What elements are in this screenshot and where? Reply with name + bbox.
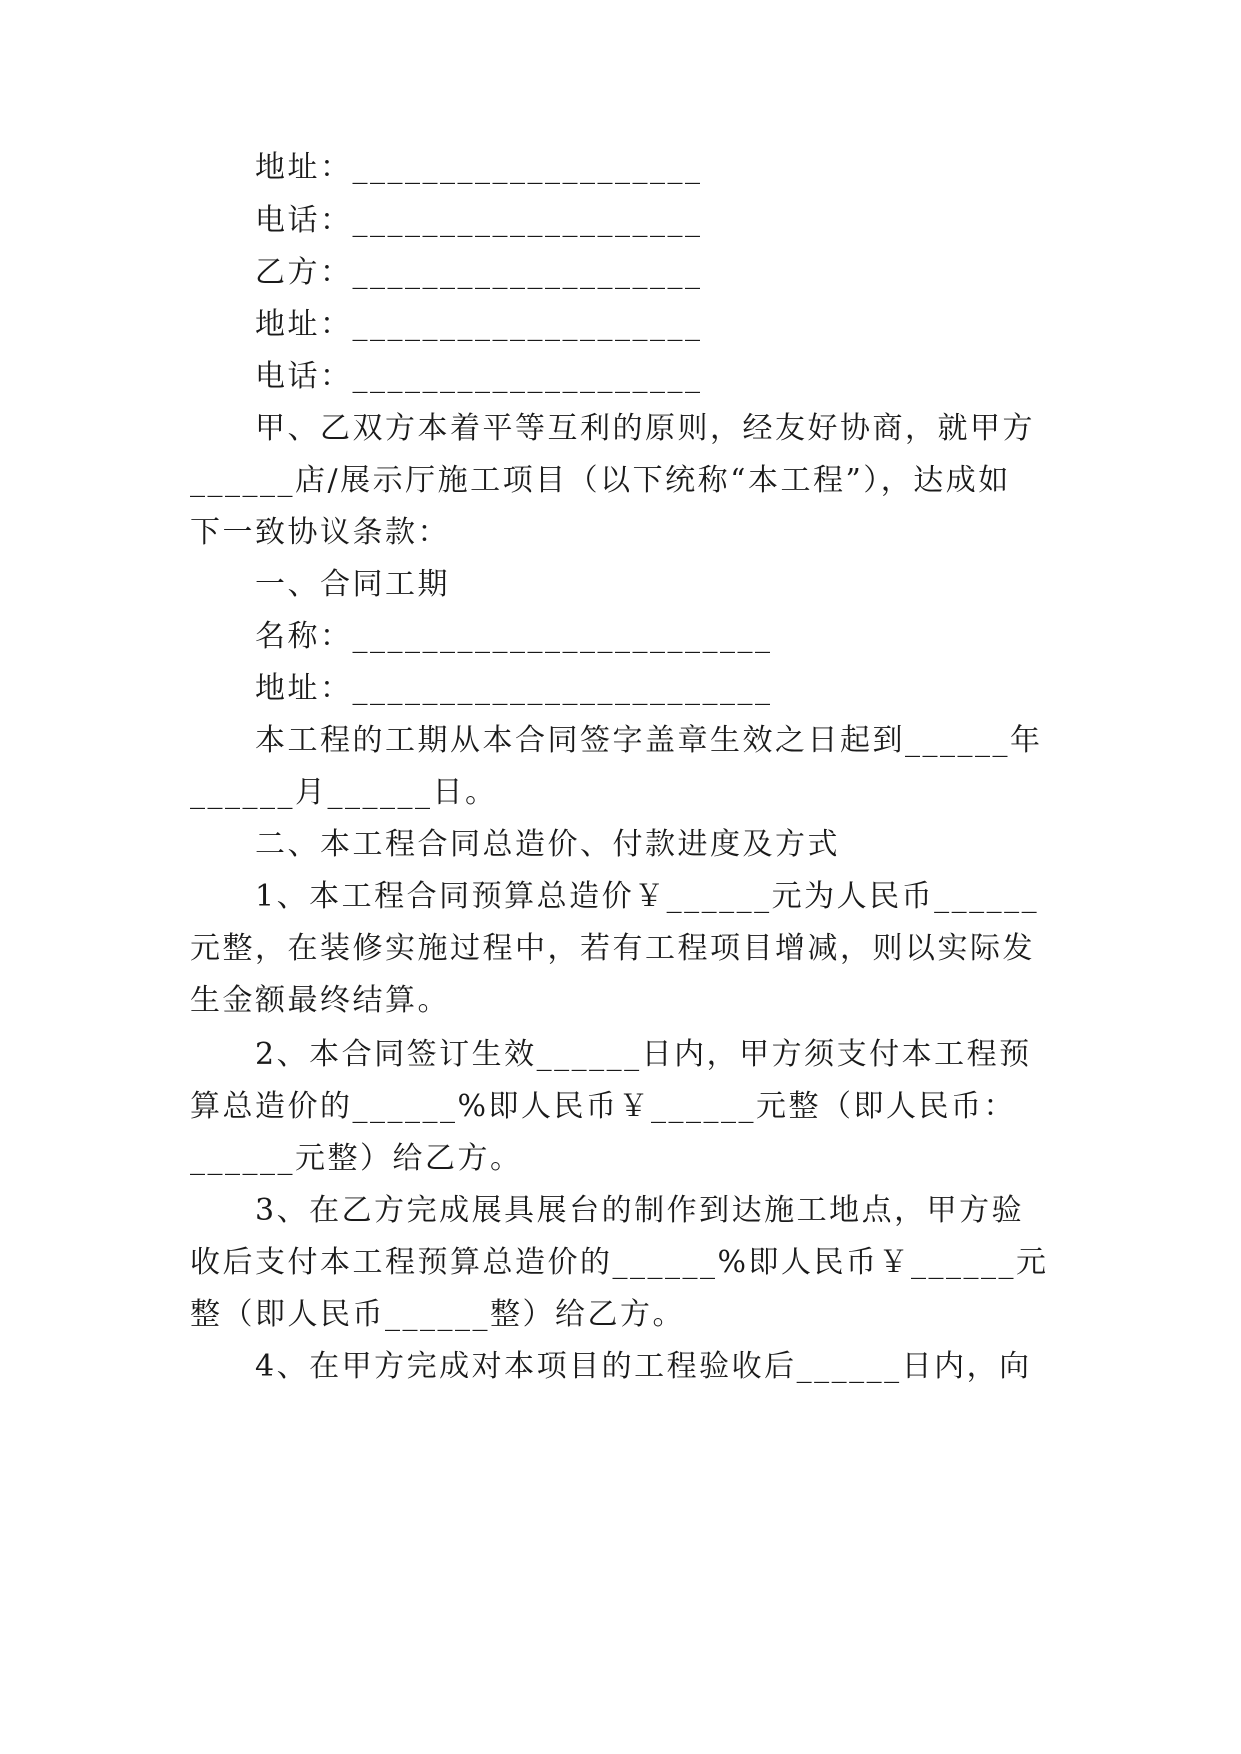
- party-b-phone-line: 电话：____________________: [190, 359, 703, 394]
- clause-line: 元整，在装修实施过程中，若有工程项目增减，则以实际发: [190, 931, 1035, 966]
- section-heading: 一、合同工期: [190, 567, 450, 602]
- duration-line: ______月______日。: [190, 775, 498, 810]
- party-a-phone-line: 电话：____________________: [190, 203, 703, 238]
- clause-line: 2、本合同签订生效______日内，甲方须支付本工程预: [190, 1037, 1032, 1072]
- party-b-line: 乙方：____________________: [190, 255, 703, 290]
- party-a-address-line: 地址：____________________: [190, 150, 703, 185]
- duration-line: 本工程的工期从本合同签字盖章生效之日起到______年: [190, 723, 1043, 758]
- clause-line: 1、本工程合同预算总造价￥______元为人民币______: [190, 879, 1040, 914]
- clause-line: ______元整）给乙方。: [190, 1141, 523, 1176]
- section-heading: 二、本工程合同总造价、付款进度及方式: [190, 827, 840, 862]
- clause-line: 生金额最终结算。: [190, 983, 450, 1018]
- preamble-line: ______店/展示厅施工项目（以下统称“本工程”），达成如: [190, 463, 1011, 498]
- clause-line: 3、在乙方完成展具展台的制作到达施工地点，甲方验: [190, 1193, 1025, 1228]
- clause-line: 算总造价的______%即人民币￥______元整（即人民币：: [190, 1089, 1017, 1124]
- clause-line: 收后支付本工程预算总造价的______%即人民币￥______元: [190, 1245, 1049, 1280]
- preamble-line: 下一致协议条款：: [190, 515, 450, 550]
- clause-line: 整（即人民币______整）给乙方。: [190, 1297, 685, 1332]
- project-address-line: 地址：________________________: [190, 671, 773, 706]
- party-b-address-line: 地址：____________________: [190, 307, 703, 342]
- project-name-line: 名称：________________________: [190, 619, 773, 654]
- preamble-line: 甲、乙双方本着平等互利的原则，经友好协商，就甲方: [190, 411, 1035, 446]
- clause-line: 4、在甲方完成对本项目的工程验收后______日内，向: [190, 1349, 1032, 1384]
